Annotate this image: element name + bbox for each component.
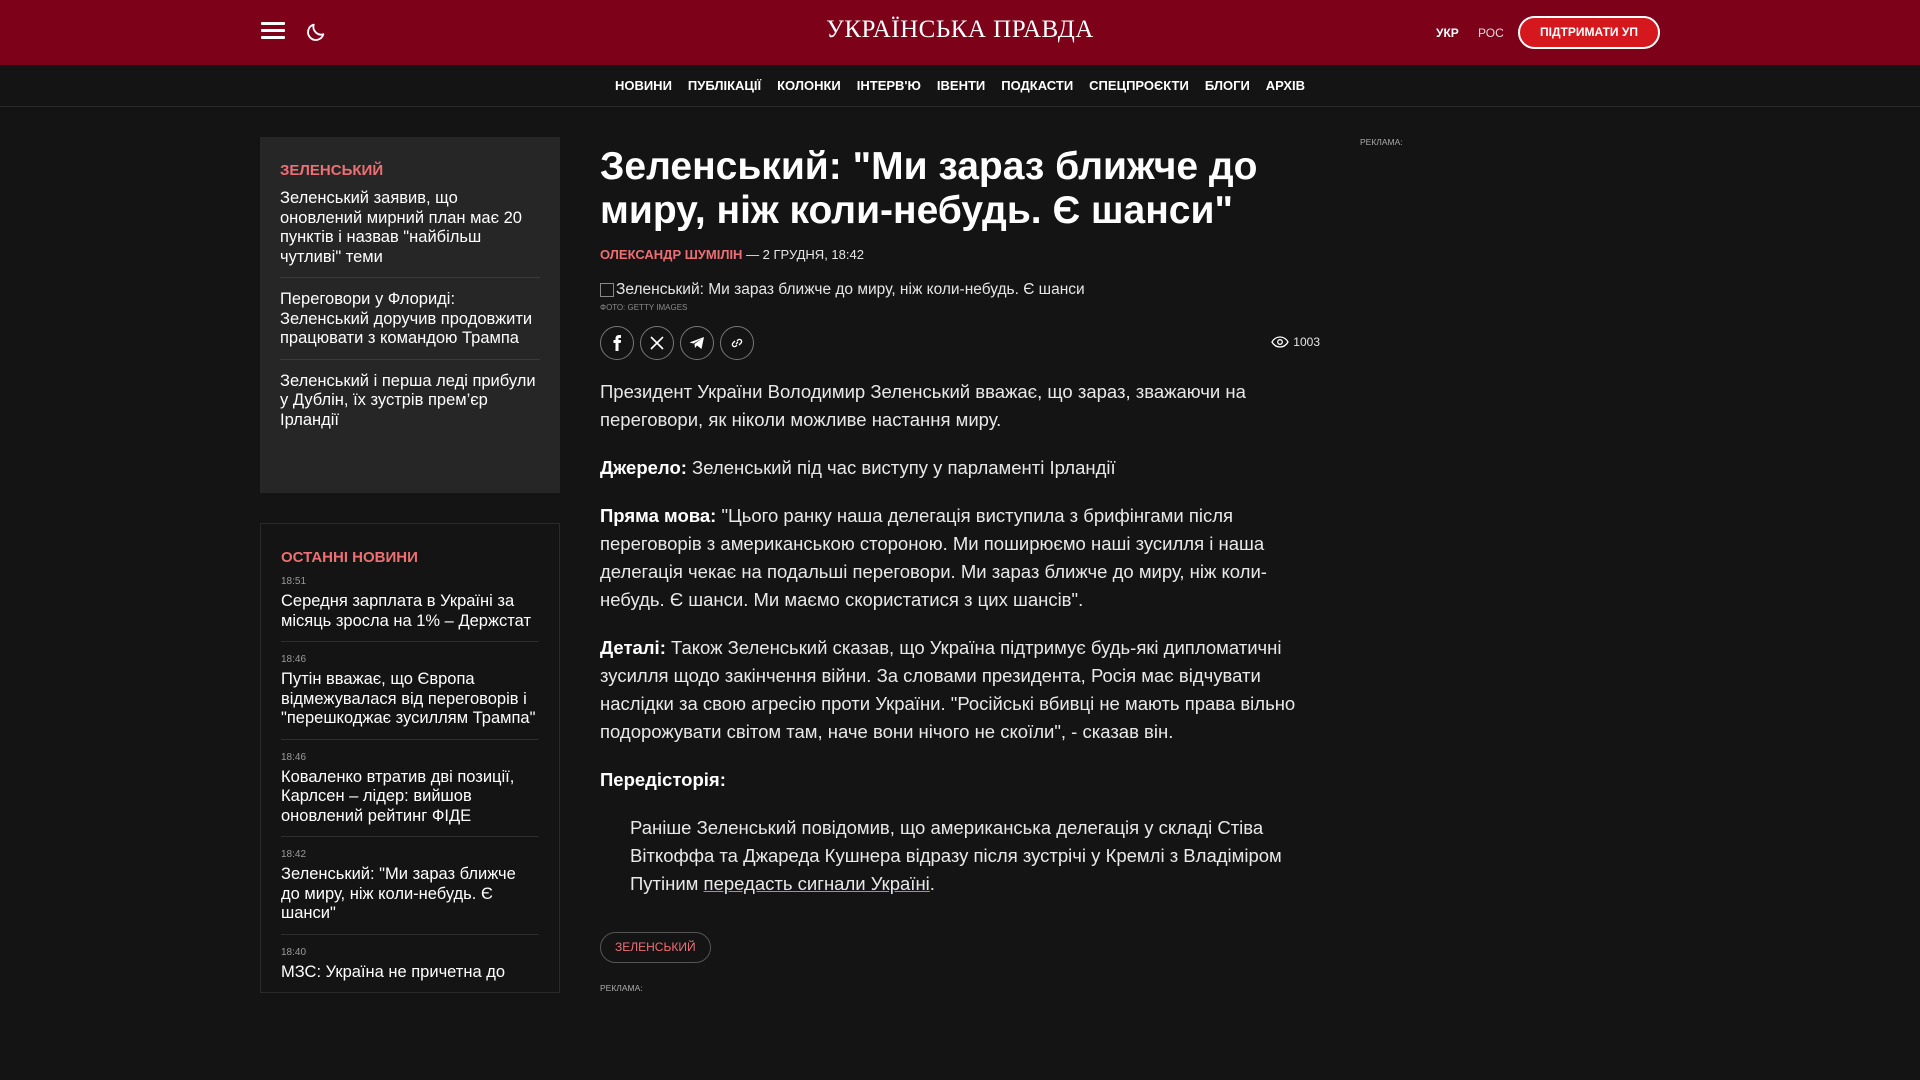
news-title[interactable]: МЗС: Україна не причетна до	[281, 962, 506, 981]
lead-paragraph: Президент України Володимир Зеленський вважає, що зараз, зважаючи на переговори, як ніколи можливе настання миру.	[600, 381, 1246, 430]
news-title[interactable]: Середня зарплата в Україні за місяць зросла на 1% – Держстат	[281, 592, 532, 630]
topic-box-title[interactable]: ЗЕЛЕНСЬКИЙ	[280, 162, 384, 179]
nav-events[interactable]: ІВЕНТИ	[936, 78, 986, 93]
latest-box-title[interactable]: ОСТАННІ НОВИНИ	[281, 549, 418, 566]
quote-paragraph	[600, 502, 1320, 614]
latest-news-item[interactable]	[281, 752, 539, 838]
nav-columns[interactable]: КОЛОНКИ	[777, 78, 841, 93]
latest-news-box	[260, 523, 560, 993]
nav-interview[interactable]: ІНТЕРВ'Ю	[856, 78, 921, 93]
news-title[interactable]: Коваленко втратив дві позиції, Карлсен – лідер: вийшов оновлений рейтинг ФІДЕ	[281, 767, 515, 825]
nav-special-projects[interactable]: СПЕЦПРОЄКТИ	[1089, 78, 1189, 93]
background-heading	[600, 766, 1320, 794]
image-alt-text: Зеленський: Ми зараз ближче до миру, ніж коли-небудь. Є шанси	[616, 281, 1085, 298]
nav-news[interactable]: НОВИНИ	[614, 78, 672, 93]
news-title[interactable]: Зеленський: "Ми зараз ближче до миру, ніж коли-небудь. Є шанси"	[281, 865, 516, 922]
background-text: Раніше Зеленський повідомив, що американська делегація у складі Стіва Віткоффа та Джареда Кушнера відразу після зустрічі у Кремлі з Владіміром Путіним	[630, 817, 1282, 894]
source-label: Джерело:	[600, 457, 687, 478]
article	[600, 145, 1320, 993]
nav-podcasts[interactable]: ПОДКАСТИ	[1001, 78, 1074, 93]
news-time: 18:51	[281, 576, 307, 587]
news-time: 18:46	[281, 751, 307, 763]
publish-date: — 2 ГРУДНЯ, 18:42	[742, 247, 864, 262]
latest-news-item[interactable]	[281, 576, 539, 642]
broken-image-icon	[600, 283, 614, 297]
eye-icon	[1271, 336, 1289, 348]
site-logo[interactable]: УКРАЇНСЬКА ПРАВДА	[826, 16, 1094, 43]
copy-link-button[interactable]	[720, 326, 754, 360]
background-link[interactable]: передасть сигнали Україні	[703, 873, 930, 894]
support-button[interactable]: ПІДТРИМАТИ УП	[1518, 16, 1660, 49]
article-image	[600, 281, 1320, 299]
topic-item[interactable]: Зеленський і перша леді прибули у Дублін, їх зустрів прем’єр Ірландії	[280, 371, 536, 429]
details-paragraph	[600, 634, 1320, 746]
latest-news-item[interactable]	[281, 947, 539, 994]
top-bar	[0, 0, 1920, 65]
share-bar	[600, 326, 1320, 362]
dark-mode-icon[interactable]	[305, 21, 327, 43]
topic-item[interactable]: Зеленський заявив, що оновлений мирний план має 20 пунктів і назвав "найбільш чутливі" теми	[280, 189, 540, 278]
byline	[600, 247, 1320, 262]
article-headline: Зеленський: "Ми зараз ближче до миру, ніж коли-небудь. Є шанси"	[600, 145, 1258, 232]
link-icon	[730, 336, 744, 350]
news-time: 18:42	[281, 849, 307, 860]
details-label: Деталі:	[600, 637, 666, 658]
views-count: 1003	[1293, 335, 1320, 349]
facebook-icon	[610, 335, 624, 351]
tag-zelensky[interactable]: ЗЕЛЕНСЬКИЙ	[600, 932, 711, 963]
ad-label: РЕКЛАМА:	[600, 983, 643, 993]
latest-news-item[interactable]	[281, 849, 539, 935]
lang-ros-link[interactable]: РОС	[1478, 26, 1504, 40]
quote-label: Пряма мова:	[600, 505, 717, 526]
news-title[interactable]: Путін вважає, що Європа відмежувалася від переговорів і "перешкоджає зусиллям Трампа"	[281, 670, 536, 727]
main-navigation	[0, 65, 1920, 107]
view-counter	[1271, 335, 1320, 349]
details-text: Також Зеленський сказав, що Україна підтримує будь-які дипломатичні зусилля щодо закінчення війни. За словами президента, Росія має відчувати наслідки за свою агресію проти України. "Російські вбивці не мають права вільно подорожувати світом там, наче вони нічого не скоїли", - сказав він.	[600, 637, 1296, 742]
quote-text: "Цього ранку наша делегація виступила з брифінгами після переговорів з американською стороною. Ми поширюємо наші зусилля і наша делегація чекає на подальші переговори. Ми зараз ближче до миру, ніж коли-небудь. Є шанси. Ми маємо скористатися з цих шансів".	[600, 505, 1267, 610]
background-label: Передісторія:	[600, 769, 726, 790]
nav-blogs[interactable]: БЛОГИ	[1204, 78, 1250, 93]
menu-icon[interactable]	[261, 22, 285, 40]
facebook-share-button[interactable]	[600, 326, 634, 360]
x-share-button[interactable]	[640, 326, 674, 360]
background-end: .	[929, 873, 935, 894]
telegram-icon	[689, 336, 705, 350]
topic-item[interactable]: Переговори у Флориді: Зеленський доручив продовжити працювати з командою Трампа	[280, 290, 540, 360]
photo-credit: ФОТО: GETTY IMAGES	[600, 303, 688, 312]
nav-archive[interactable]: АРХІВ	[1265, 78, 1306, 93]
nav-publications[interactable]: ПУБЛІКАЦІЇ	[687, 78, 762, 93]
background-blockquote	[630, 814, 1320, 898]
author-link[interactable]: ОЛЕКСАНДР ШУМІЛІН	[600, 247, 743, 262]
source-paragraph	[600, 454, 1320, 482]
news-time: 18:46	[281, 654, 307, 665]
news-time: 18:40	[281, 946, 307, 958]
right-ad-label: РЕКЛАМА:	[1360, 137, 1403, 147]
source-text: Зеленський під час виступу у парламенті Ірландії	[686, 457, 1116, 478]
topic-news-box	[260, 137, 560, 493]
x-icon	[650, 336, 664, 350]
telegram-share-button[interactable]	[680, 326, 714, 360]
lang-ukr-link[interactable]: УКР	[1436, 26, 1459, 40]
latest-news-item[interactable]	[281, 654, 539, 740]
